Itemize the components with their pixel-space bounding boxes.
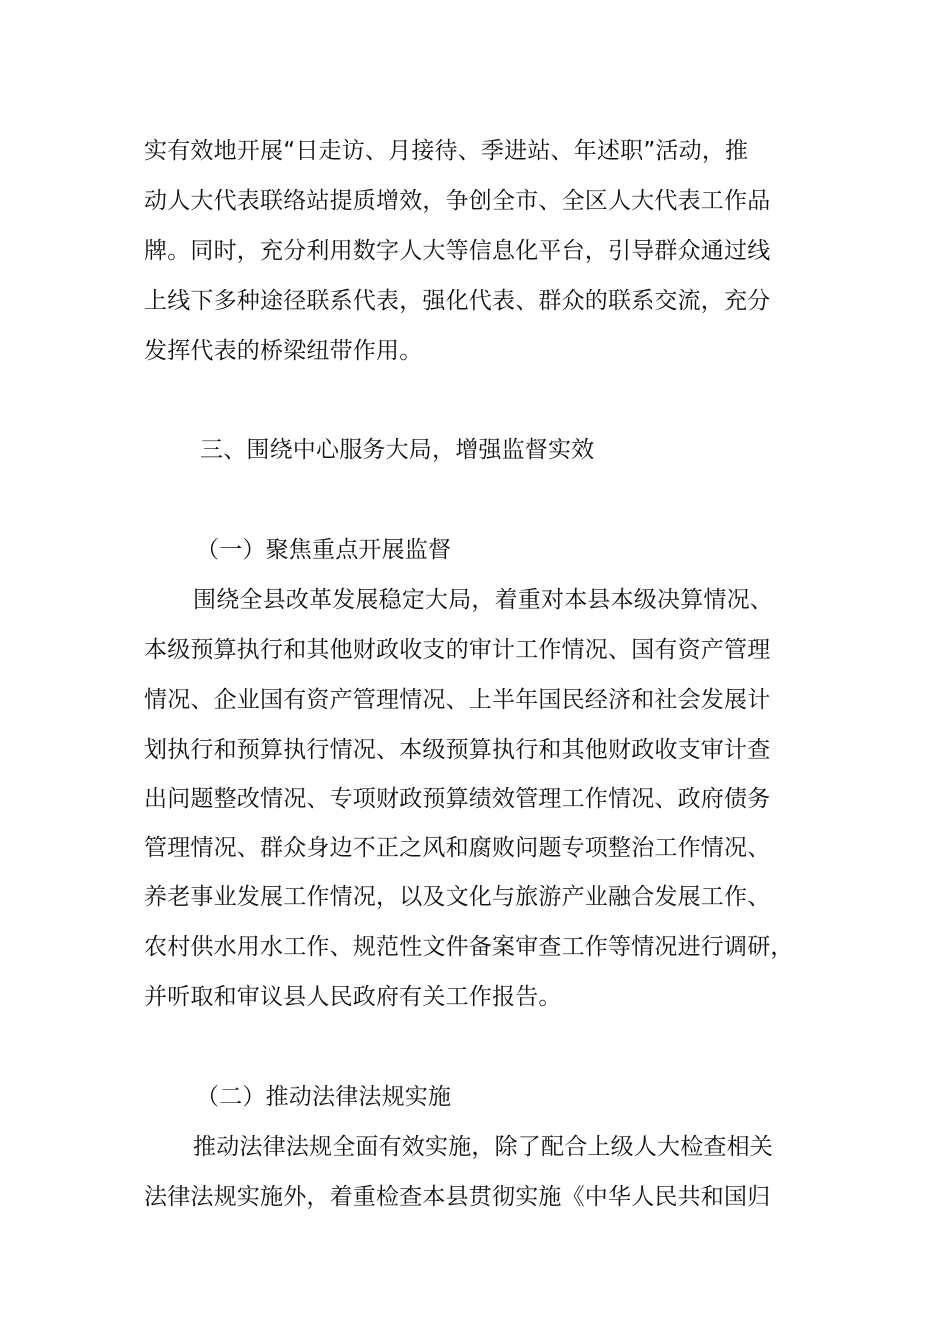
body-text-line: 农村供水用水工作、规范性文件备案审查工作等情况进行调研， [144,934,794,960]
body-text-line: 实有效地开展“日走访、月接待、季进站、年述职”活动，推 [144,138,749,164]
body-text-line: 并听取和审议县人民政府有关工作报告。 [144,984,562,1010]
section-heading: 三、围绕中心服务大局，增强监督实效 [200,437,595,463]
subsection-heading: （二）推动法律法规实施 [196,1084,452,1110]
body-text-line: 发挥代表的桥梁纽带作用。 [144,338,423,364]
body-text-line: 法律法规实施外，着重检查本县贯彻实施《中华人民共和国归 [144,1184,771,1210]
body-text-line: 情况、企业国有资产管理情况、上半年国民经济和社会发展计 [144,687,771,713]
body-text-line: 围绕全县改革发展稳定大局，着重对本县本级决算情况、 [193,587,773,613]
subsection-heading: （一）聚焦重点开展监督 [196,537,452,563]
body-text-line: 本级预算执行和其他财政收支的审计工作情况、国有资产管理 [144,637,771,663]
body-text-line: 管理情况、群众身边不正之风和腐败问题专项整治工作情况、 [144,835,771,861]
body-text-line: 动人大代表联络站提质增效，争创全市、全区人大代表工作品 [144,188,771,214]
body-text-line: 出问题整改情况、专项财政预算绩效管理工作情况、政府债务 [144,786,771,812]
body-text-line: 推动法律法规全面有效实施，除了配合上级人大检查相关 [193,1134,773,1160]
body-text-line: 牌。同时，充分利用数字人大等信息化平台，引导群众通过线 [144,238,771,264]
body-text-line: 上线下多种途径联系代表，强化代表、群众的联系交流，充分 [144,288,771,314]
body-text-line: 划执行和预算执行情况、本级预算执行和其他财政收支审计查 [144,737,771,763]
body-text-line: 养老事业发展工作情况，以及文化与旅游产业融合发展工作、 [144,884,771,910]
